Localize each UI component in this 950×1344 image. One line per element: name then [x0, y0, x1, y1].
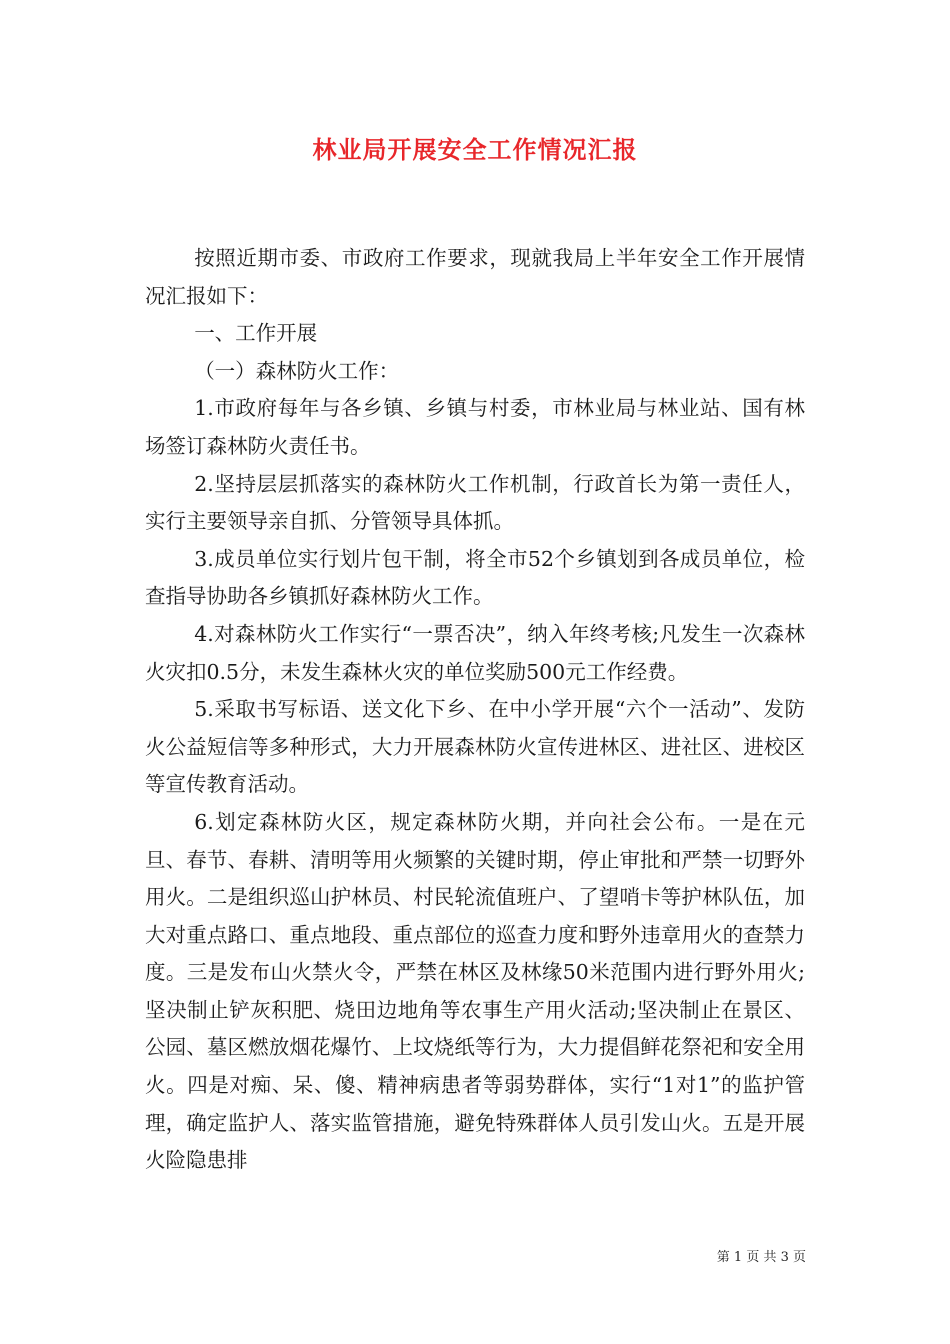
list-item: 3.成员单位实行划片包干制，将全市52个乡镇划到各成员单位，检查指导协助各乡镇抓好森林防火工作。: [145, 546, 805, 609]
subsection-heading: （一）森林防火工作：: [194, 358, 400, 383]
document-title: 林业局开展安全工作情况汇报: [312, 135, 638, 164]
document-body: [145, 240, 805, 1180]
list-item: 4.对森林防火工作实行“一票否决”，纳入年终考核;凡发生一次森林火灾扣0.5分，未发生森林火灾的单位奖励500元工作经费。: [145, 621, 805, 684]
page-number-footer: 第 1 页 共 3 页: [716, 1250, 806, 1265]
intro-paragraph: 按照近期市委、市政府工作要求，现就我局上半年安全工作开展情况汇报如下：: [145, 246, 805, 308]
list-item: 5.采取书写标语、送文化下乡、在中小学开展“六个一活动”、发防火公益短信等多种形式，大力开展森林防火宣传进林区、进社区、进校区等宣传教育活动。: [145, 697, 805, 797]
section-heading: 一、工作开展: [194, 321, 318, 346]
list-item: 6.划定森林防火区，规定森林防火期，并向社会公布。一是在元旦、春节、春耕、清明等用火频繁的关键时期，停止审批和严禁一切野外用火。二是组织巡山护林员、村民轮流值班户、了望哨卡等护林队伍，加大对重点路口、重点地段、重点部位的巡查力度和野外违章用火的查禁力度。三是发布山火禁火令，严禁在林区及林缘50米范围内进行野外用火;坚决制止铲灰积肥、烧田边地角等农事生产用火活动;坚决制止在景区、公园、墓区燃放烟花爆竹、上坟烧纸等行为，大力提倡鲜花祭祀和安全用火。四是对痴、呆、傻、精神病患者等弱势群体，实行“1对1”的监护管理，确定监护人、落实监管措施，避免特殊群体人员引发山火。五是开展火险隐患排: [145, 809, 805, 1173]
list-item: 2.坚持层层抓落实的森林防火工作机制，行政首长为第一责任人，实行主要领导亲自抓、分管领导具体抓。: [145, 471, 805, 534]
list-item: 1.市政府每年与各乡镇、乡镇与村委，市林业局与林业站、国有林场签订森林防火责任书。: [145, 396, 805, 458]
